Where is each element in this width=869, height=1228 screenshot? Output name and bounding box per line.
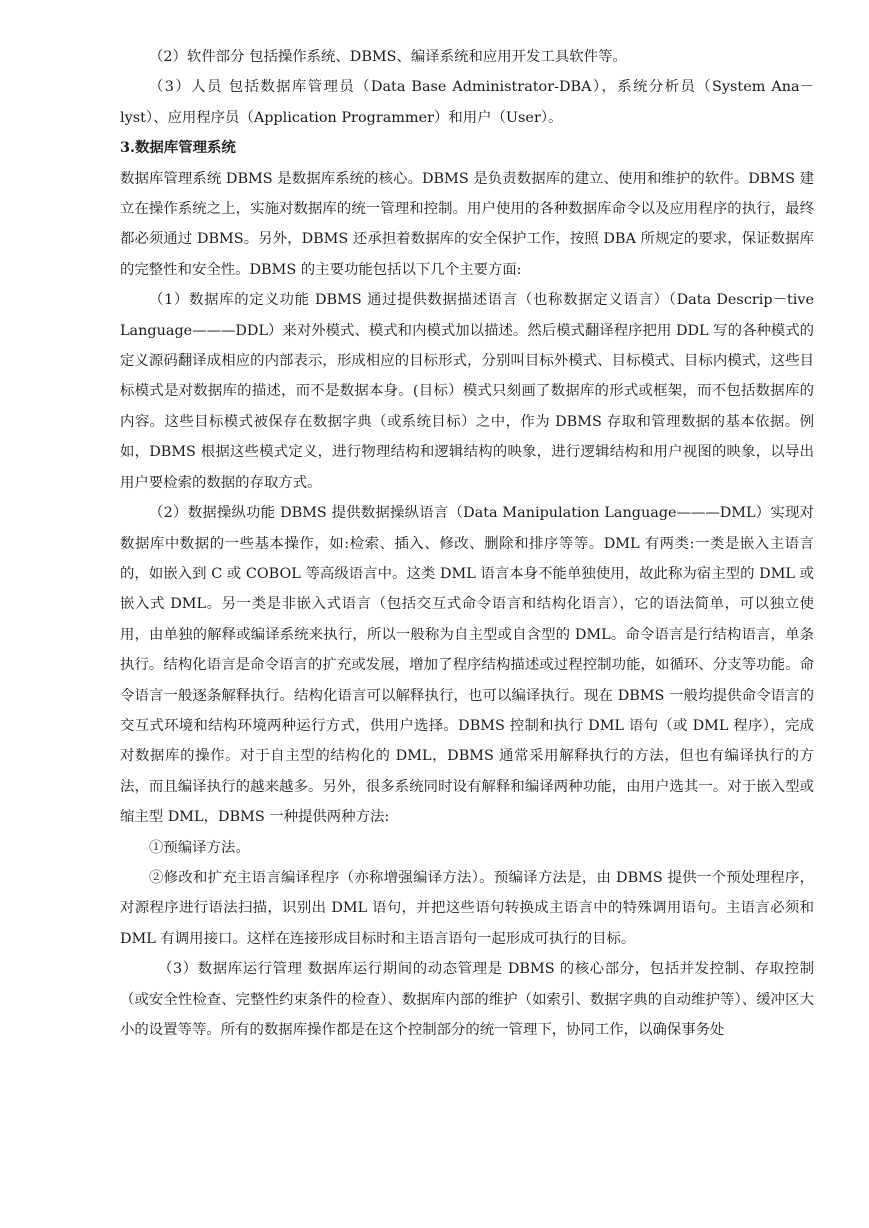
paragraph-definition-function: （1）数据库的定义功能 DBMS 通过提供数据描述语言（也称数据定义语言）（Data Descrip－tive Language———DDL）来对外模式、模式和内模式加以描述。然后模式翻译程序把用 DDL 写的各种模式的定义源码翻译成相应的内部表示，形成相应的目标形式，分别叫目标外模式、目标模式、目标内模式，这些目标模式是对数据库的描述，而不是数据本身。(目标）模式只刻画了数据库的形式或框架，而不包括数据库的内容。这些目标模式被保存在数据字典（或系统目标）之中，作为 DBMS 存取和管理数据的基本依据。例如，DBMS 根据这些模式定义，进行物理结构和逻辑结构的映象，进行逻辑结构和用户视图的映象，以导出用户要检索的数据的存取方式。 <box>120 292 814 491</box>
paragraph-personnel: （3）人员 包括数据库管理员（Data Base Administrator-DBA），系统分析员（System Ana－lyst）、应用程序员（Application Programmer）和用户（User）。 <box>120 79 814 126</box>
paragraph-manipulation-function: （2）数据操纵功能 DBMS 提供数据操纵语言（Data Manipulation Language———DML）实现对数据库中数据的一些基本操作，如:检索、插入、修改、删除和排序等等。DML 有两类:一类是嵌入主语言的，如嵌入到 C 或 COBOL 等高级语言中。这类 DML 语言本身不能单独使用，故此称为宿主型的 DML 或嵌入式 DML。另一类是非嵌入式语言（包括交互式命令语言和结构化语言），它的语法简单，可以独立使用，由单独的解释或编译系统来执行，所以一般称为自主型或自含型的 DML。命令语言是行结构语言，单条执行。结构化语言是命令语言的扩充或发展，增加了程序结构描述或过程控制功能，如循环、分支等功能。命令语言一般逐条解释执行。结构化语言可以解释执行，也可以编译执行。现在 DBMS 一般均提供命令语言的交互式环境和结构环境两种运行方式，供用户选择。DBMS 控制和执行 DML 语句（或 DML 程序），完成对数据库的操作。对于自主型的结构化的 DML，DBMS 通常采用解释执行的方法，但也有编译执行的方法，而且编译执行的越来越多。另外，很多系统同时设有解释和编译两种功能，由用户选其一。对于嵌入型或缩主型 DML，DBMS 一种提供两种方法: <box>120 505 814 826</box>
document-page <box>120 42 814 1045</box>
section-heading-dbms: 3.数据库管理系统 <box>120 139 236 157</box>
paragraph-software: （2）软件部分 包括操作系统、DBMS、编译系统和应用开发工具软件等。 <box>149 49 627 65</box>
paragraph-precompile-method: ①预编译方法。 <box>149 839 250 856</box>
paragraph-runtime-management: （3）数据库运行管理 数据库运行期间的动态管理是 DBMS 的核心部分，包括并发控制、存取控制（或安全性检查、完整性约束条件的检查）、数据库内部的维护（如索引、数据字典的自动维护等）、缓冲区大小的设置等等。所有的数据库操作都是在这个控制部分的统一管理下，协同工作，以确保事务处 <box>120 961 814 1038</box>
paragraph-dbms-intro: 数据库管理系统 DBMS 是数据库系统的核心。DBMS 是负责数据库的建立、使用和维护的软件。DBMS 建立在操作系统之上，实施对数据库的统一管理和控制。用户使用的各种数据库命令以及应用程序的执行，最终都必须通过 DBMS。另外，DBMS 还承担着数据库的安全保护工作，按照 DBA 所规定的要求，保证数据库的完整性和安全性。DBMS 的主要功能包括以下几个主要方面: <box>120 170 814 278</box>
paragraph-extend-compiler: ②修改和扩充主语言编译程序（亦称增强编译方法）。预编译方法是，由 DBMS 提供一个预处理程序，对源程序进行语法扫描，识别出 DML 语句，并把这些语句转换成主语言中的特殊调用语句。主语言必须和 DML 有调用接口。这样在连接形成目标时和主语言语句一起形成可执行的目标。 <box>120 869 814 947</box>
